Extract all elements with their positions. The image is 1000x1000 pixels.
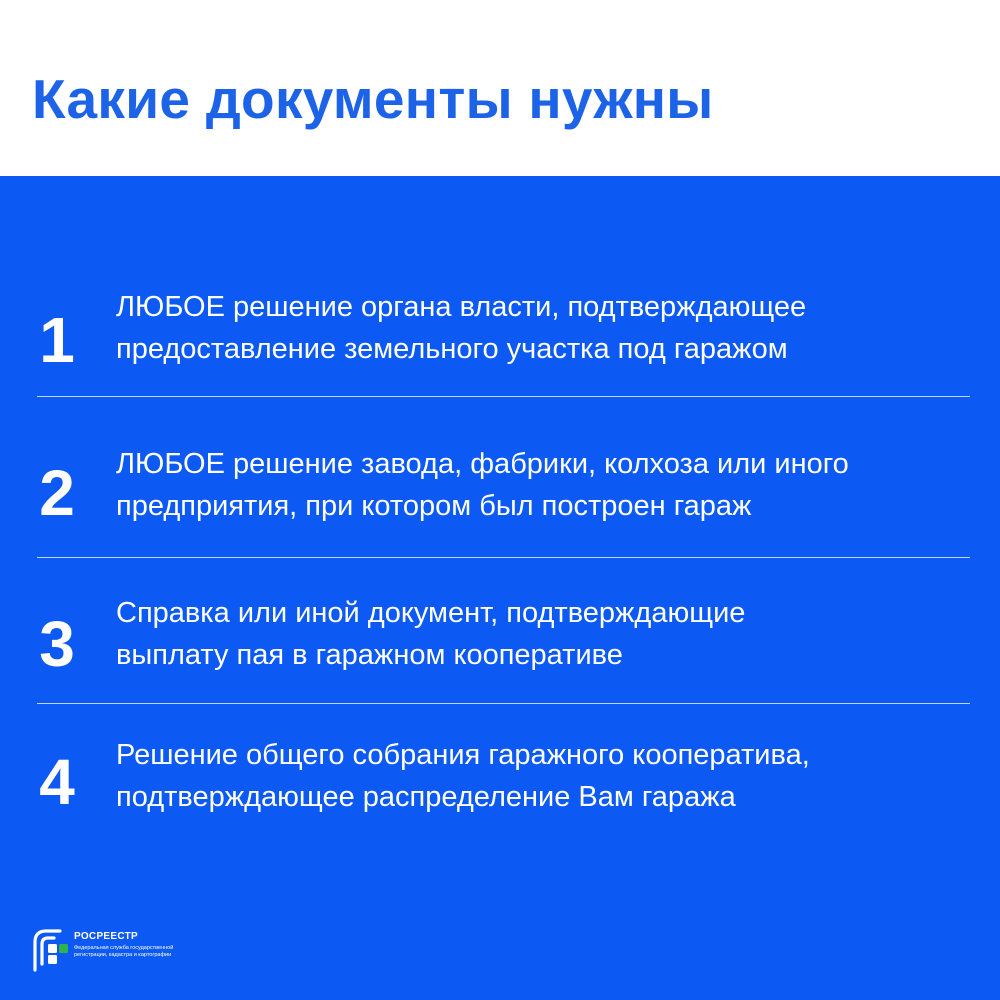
- logo-name: РОСРЕЕСТР: [74, 931, 138, 942]
- divider: [37, 703, 970, 704]
- divider: [37, 557, 970, 558]
- item-text-line-2: предприятия, при котором был построен гараж: [116, 490, 752, 522]
- rosreestr-logo-icon: [32, 928, 70, 972]
- document-list-panel: [0, 176, 1000, 1000]
- item-text-line-1: ЛЮБОЕ решение органа власти, подтверждающее: [116, 291, 807, 323]
- logo-subtitle: Федеральная служба государственной регистрации, кадастра и картографии: [74, 945, 174, 958]
- item-text-line-1: Справка или иной документ, подтверждающие: [116, 597, 746, 629]
- item-number: 4: [39, 746, 75, 818]
- item-text-line-1: Решение общего собрания гаражного кооператива,: [116, 739, 810, 771]
- rosreestr-logo: [32, 928, 172, 972]
- item-text-line-1: ЛЮБОЕ решение завода, фабрики, колхоза или иного: [116, 448, 849, 480]
- item-text-line-2: подтверждающее распределение Вам гаража: [116, 781, 736, 813]
- page-title: Какие документы нужны: [32, 68, 714, 130]
- item-number: 2: [39, 457, 75, 529]
- divider: [37, 396, 970, 397]
- header: [0, 0, 1000, 176]
- item-text-line-2: предоставление земельного участка под гаражом: [116, 333, 788, 365]
- item-text-line-2: выплату пая в гаражном кооперативе: [116, 639, 623, 671]
- item-number: 1: [39, 304, 75, 376]
- item-number: 3: [39, 608, 75, 680]
